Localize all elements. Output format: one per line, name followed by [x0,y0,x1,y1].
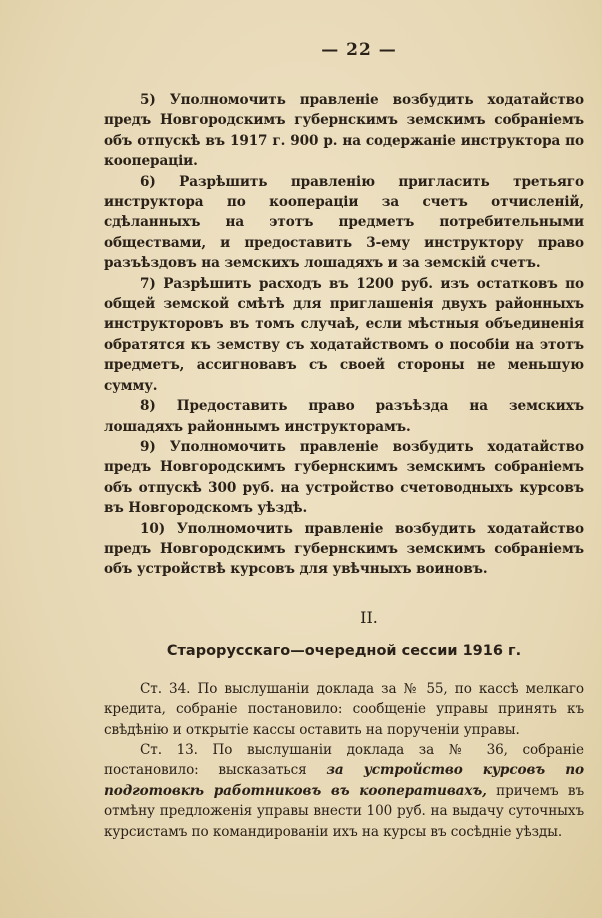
section-heading: Старорусскаго—очередной сессии 1916 г. [166,642,522,659]
resolution-item-7: 7) Разрѣшить расходъ въ 1200 руб. изъ остатковъ по общей земской смѣтѣ для приглашенія двухъ районныхъ инструкторовъ въ томъ случаѣ, если мѣстныя объединенія обратятся къ земству съ ходатайствомъ о пособіи на этотъ предметъ, ассигновавъ съ своей стороны не меньшую сумму. [104,275,584,394]
article-13 [104,740,584,842]
page-number: — 22 — [321,40,397,60]
resolution-item-8: 8) Предоставить право разъѣзда на земскихъ лошадяхъ районнымъ инструкторамъ. [104,398,584,435]
section-numeral: II. [360,607,378,627]
article-13-pre: Ст. 13. По выслушаніи доклада за № 36, собраніе постановило: высказаться [104,741,584,779]
articles [104,679,584,842]
resolution-item-6: 6) Разрѣшить правленію пригласить третьяго инструктора по кооперацiи за счетъ отчисленій, сдѣланныхъ на этотъ предметъ потребительными обществами, и предоставить 3-ему инструктору право разъѣздовъ на земскихъ лошадяхъ и за земскій счетъ. [104,173,584,272]
article-34: Ст. 34. По выслушаніи доклада за № 55, по кассѣ мелкаго кредита, собраніе постановило: сообщеніе управы принять къ свѣдѣнію и открытіе кассы оставить на порученіи управы. [104,680,584,738]
resolution-item-10: 10) Уполномочить правленіе возбудить ходатайство предъ Новгородскимъ губернскимъ земскимъ собраніемъ объ устройствѣ курсовъ для увѣчныхъ воиновъ. [104,520,584,578]
resolution-item-9: 9) Уполномочить правленіе возбудить ходатайство предъ Новгородскимъ губернскимъ земскимъ собраніемъ объ отпускѣ 300 руб. на устройство счетоводныхъ курсовъ въ Новгородскомъ уѣздѣ. [104,438,584,517]
resolution-item-5: 5) Уполномочить правленіе возбудить ходатайство предъ Новгородскимъ губернскимъ земскимъ собраніемъ объ отпускѣ въ 1917 г. 900 р. на содержаніе инструктора по кооперацiи. [104,92,584,170]
article-13-post: причемъ въ отмѣну предложенія управы внести 100 руб. на выдачу суточныхъ курсистамъ по командированіи ихъ на курсы въ сосѣдніе уѣзды. [104,782,585,840]
resolution-list [104,90,584,580]
article-13-emphasis: за устройство курсовъ по подготовкѣ работниковъ въ кооперативахъ, [104,762,584,799]
